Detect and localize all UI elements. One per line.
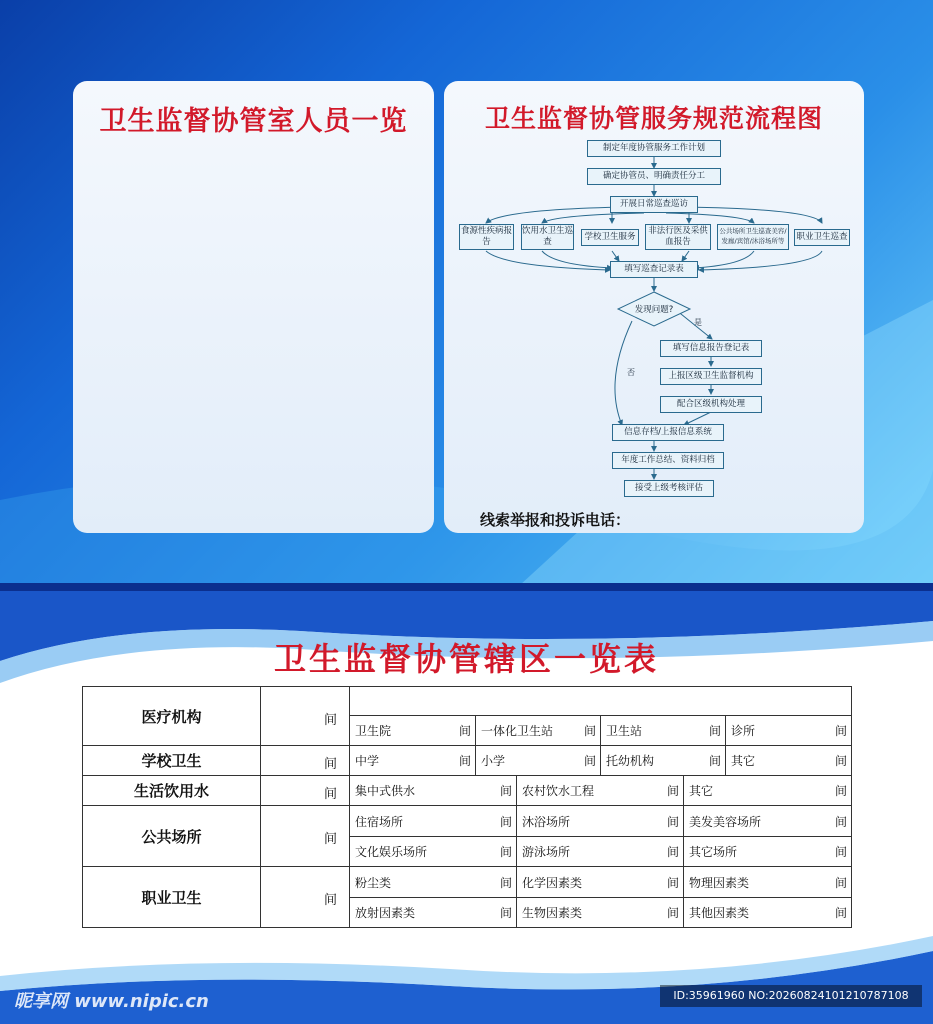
subcell: 美发美容场所 间 (684, 806, 851, 837)
subcell: 沐浴场所 间 (517, 806, 684, 837)
category-public: 公共场所 (83, 806, 261, 867)
step-report-form: 填写信息报告登记表 (660, 340, 762, 357)
branch-foodborne: 食源性疾病报告 (459, 224, 514, 250)
step-plan: 制定年度协管服务工作计划 (587, 140, 721, 157)
subcell: 其他因素类 间 (689, 906, 847, 920)
flowchart-title: 卫生监督协管服务规范流程图 (484, 104, 823, 133)
subcell: 游泳场所 间 (517, 837, 684, 867)
staff-panel-title: 卫生监督协管室人员一览 (99, 106, 408, 137)
subcell: 托幼机构 间 (601, 746, 726, 776)
category-occupational: 职业卫生 (83, 867, 261, 928)
step-record: 填写巡查记录表 (610, 261, 698, 278)
subcell: 中学 间 (350, 746, 476, 776)
table-title: 卫生监督协管辖区一览表 (273, 640, 659, 678)
hotline-label: 线索举报和投诉电话： (480, 511, 631, 529)
step-archive: 信息存档/上报信息系统 (612, 424, 724, 441)
branch-occupational: 职业卫生巡查 (794, 229, 850, 246)
branch-school: 学校卫生服务 (581, 229, 639, 246)
subcell: 卫生院 间 (350, 716, 476, 746)
subcell: 集中式供水 间 (350, 776, 517, 806)
subcell: 其它 间 (726, 746, 851, 776)
subcell: 农村饮水工程 间 (517, 776, 684, 806)
subcell: 其它场所 间 (684, 837, 851, 867)
step-evaluate: 接受上级考核评估 (624, 480, 714, 497)
step-summary: 年度工作总结、资料归档 (612, 452, 724, 469)
subcell: 放射因素类 间 (350, 898, 517, 927)
decision-label: 发现问题? (634, 305, 674, 315)
count-water: 间 (261, 776, 350, 806)
watermark-logo: 昵享网 www.nipic.cn (14, 991, 209, 1012)
subcell: 生物因素类 间 (517, 898, 684, 927)
count-medical: 间 (261, 687, 350, 746)
staff-panel (73, 81, 434, 533)
watermark-id: ID:35961960 NO:20260824101210787108 (660, 985, 922, 1007)
subcell: 物理因素类 间 (684, 867, 851, 898)
count-school: 间 (261, 746, 350, 776)
subcell: 诊所 间 (726, 716, 851, 746)
yes-label: 是 (694, 318, 702, 327)
step-patrol: 开展日常巡查巡访 (610, 196, 698, 213)
subcell: 粉尘类 间 (350, 867, 517, 898)
subcell: 卫生站 间 (601, 716, 726, 746)
no-label: 否 (627, 368, 635, 377)
count-public: 间 (261, 806, 350, 867)
step-report-up: 上报区级卫生监督机构 (660, 368, 762, 385)
subcell: 住宿场所 间 (350, 806, 517, 837)
subcell: 化学因素类 间 (517, 867, 684, 898)
branch-illegal-practice: 非法行医及采供血报告 (645, 224, 711, 250)
step-cooperate: 配合区级机构处理 (660, 396, 762, 413)
branch-public-places: 公共场所卫生巡查美容/发廊/宾馆/沐浴场所等 (717, 224, 789, 250)
section-divider (0, 583, 933, 591)
subcell: 其它 间 (684, 776, 851, 806)
subcell: 一体化卫生站 间 (476, 716, 601, 746)
count-occupational: 间 (261, 867, 350, 928)
category-medical: 医疗机构 (83, 687, 261, 746)
subcell: 文化娱乐场所 间 (350, 837, 517, 867)
category-water: 生活饮用水 (83, 776, 261, 806)
subcell: 小学 间 (476, 746, 601, 776)
medical-blank-row (350, 687, 851, 716)
step-assign: 确定协管员、明确责任分工 (587, 168, 721, 185)
district-table (82, 686, 852, 928)
flowchart-panel (444, 81, 864, 533)
branch-water: 饮用水卫生巡查 (521, 224, 574, 250)
category-school: 学校卫生 (83, 746, 261, 776)
